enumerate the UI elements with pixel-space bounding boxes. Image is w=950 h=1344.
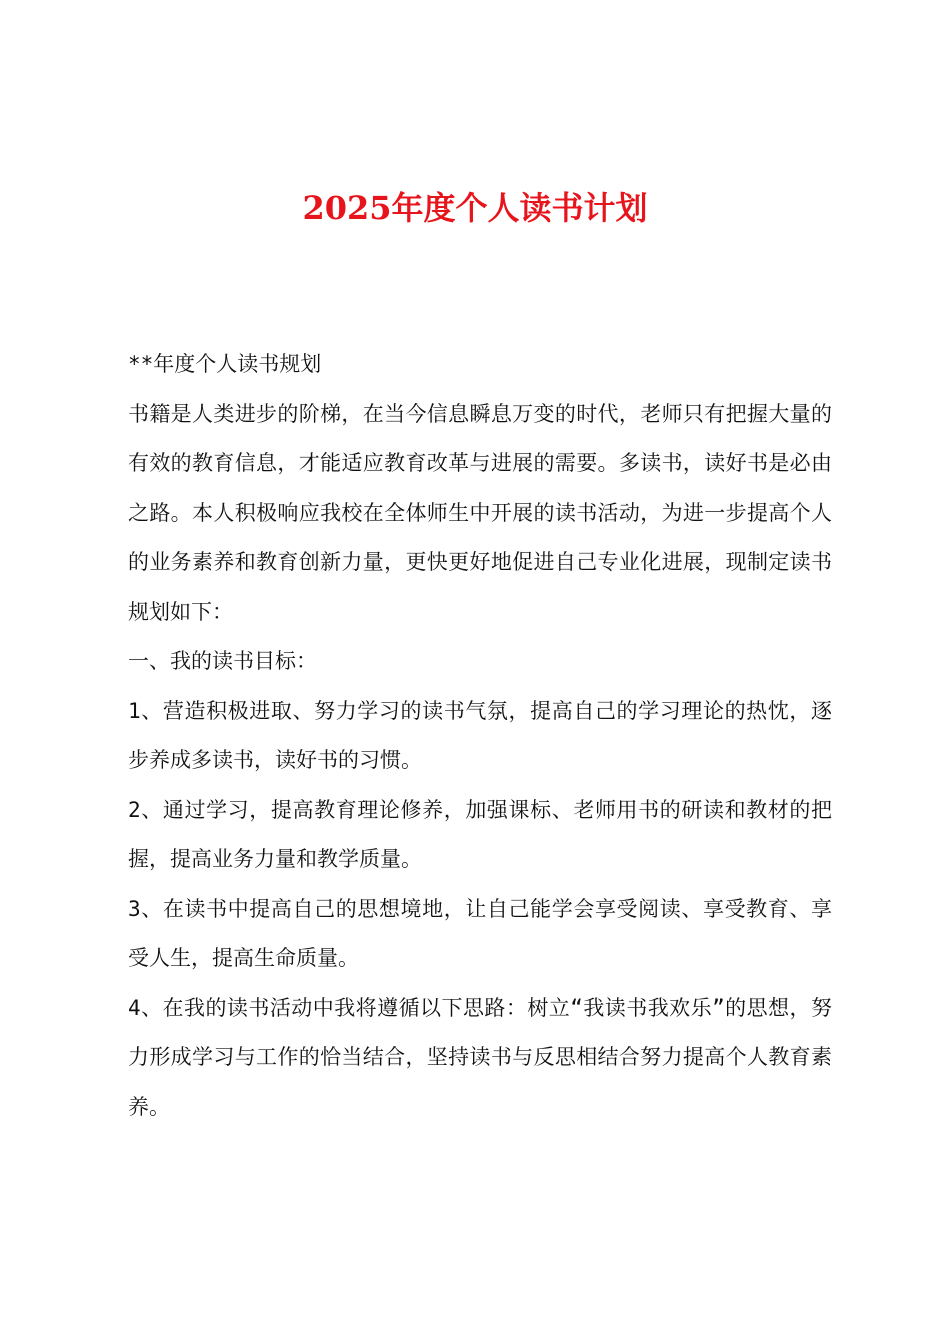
paragraph-intro: 书籍是人类进步的阶梯，在当今信息瞬息万变的时代，老师只有把握大量的有效的教育信息，才能适应教育改革与进展的需要。多读书，读好书是必由之路。本人积极响应我校在全体师生中开展的读书活动，为进一步提高个人的业务素养和教育创新力量，更快更好地促进自己专业化进展，现制定读书规划如下：: [128, 401, 832, 624]
document-title: 2025年度个人读书计划: [302, 189, 648, 227]
goal-item-3: 3、在读书中提高自己的思想境地，让自己能学会享受阅读、享受教育、享受人生，提高生命质量。: [128, 896, 832, 970]
goal-item-4: 4、在我的读书活动中我将遵循以下思路：树立“我读书我欢乐”的思想，努力形成学习与工作的恰当结合，坚持读书与反思相结合努力提高个人教育素养。: [128, 995, 832, 1119]
goal-item-2: 2、通过学习，提高教育理论修养，加强课标、老师用书的研读和教材的把握，提高业务力量和教学质量。: [128, 797, 832, 871]
section-heading-goals: 一、我的读书目标：: [128, 649, 317, 673]
document-body: [128, 340, 832, 1132]
goal-item-1: 1、营造积极进取、努力学习的读书气氛，提高自己的学习理论的热忱，逐步养成多读书，读好书的习惯。: [128, 698, 832, 772]
paragraph-heading: **年度个人读书规划: [128, 352, 322, 376]
